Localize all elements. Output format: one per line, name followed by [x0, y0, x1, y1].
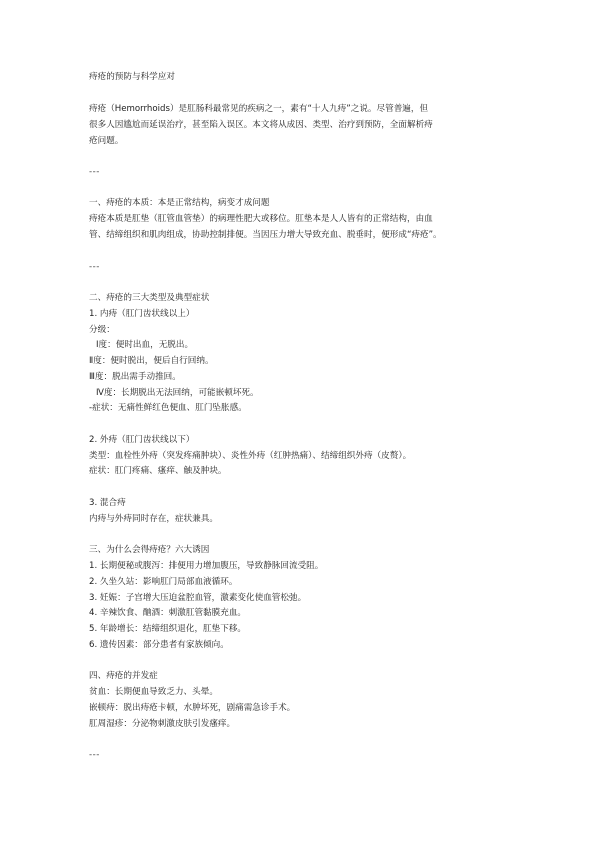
cause-item: 1. 长期便秘或腹泻：排便用力增加腹压，导致静脉回流受阻。 — [89, 561, 324, 571]
complication-item: 肛周湿疹：分泌物刺激皮肤引发瘙痒。 — [89, 719, 236, 729]
section-4-heading: 四、痔疮的并发症 — [89, 671, 158, 681]
cause-item: 3. 妊娠：子宫增大压迫盆腔血管，激素变化使血管松弛。 — [89, 593, 307, 603]
cause-item: 5. 年龄增长：结缔组织退化，肛垫下移。 — [89, 624, 247, 634]
outer-hemorrhoid-title: 2. 外痔（肛门齿状线以下） — [89, 435, 195, 445]
intro-line-3: 疮问题。 — [89, 136, 124, 146]
grade-4: Ⅳ度：长期脱出无法回纳，可能嵌顿坏死。 — [96, 388, 259, 398]
complication-item: 贫血：长期便血导致乏力、头晕。 — [89, 687, 218, 697]
mixed-hemorrhoid-title: 3. 混合痔 — [89, 498, 126, 508]
section-1-body-line-1: 痔疮本质是肛垫（肛管血管垫）的病理性肥大或移位。肛垫本是人人皆有的正常结构，由血 — [89, 214, 433, 224]
grade-1: Ⅰ度：便时出血，无脱出。 — [96, 340, 194, 350]
separator: --- — [89, 750, 100, 760]
cause-item: 6. 遗传因素：部分患者有家族倾向。 — [89, 640, 229, 650]
grading-label: 分级： — [89, 325, 115, 335]
inner-hemorrhoid-symptom: -症状：无痛性鲜红色便血、肛门坠胀感。 — [89, 403, 247, 413]
cause-item: 4. 辛辣饮食、酗酒：刺激肛管黏膜充血。 — [89, 608, 247, 618]
grade-3: Ⅲ度：脱出需手动推回。 — [89, 372, 181, 382]
complication-item: 嵌顿痔：脱出痔疮卡顿，水肿坏死，剧痛需急诊手术。 — [89, 703, 296, 713]
outer-hemorrhoid-symptom: 症状：肛门疼痛、瘙痒、触及肿块。 — [89, 466, 227, 476]
section-2-heading: 二、痔疮的三大类型及典型症状 — [89, 293, 210, 303]
mixed-hemorrhoid-body: 内痔与外痔同时存在，症状兼具。 — [89, 514, 218, 524]
grade-2: Ⅱ度：便时脱出，便后自行回纳。 — [89, 356, 214, 366]
section-1-body-line-2: 管、结缔组织和肌肉组成，协助控制排便。当因压力增大导致充血、脱垂时，便形成“痔疮”。 — [89, 230, 442, 240]
separator: --- — [89, 262, 100, 272]
document-title: 痔疮的预防与科学应对 — [89, 72, 175, 82]
separator: --- — [89, 167, 100, 177]
cause-item: 2. 久坐久站：影响肛门局部血液循环。 — [89, 577, 238, 587]
outer-hemorrhoid-types: 类型：血栓性外痔（突发疼痛肿块）、炎性外痔（红肿热痛）、结缔组织外痔（皮赘）。 — [89, 451, 412, 461]
intro-line-1: 痔疮（Hemorrhoids）是肛肠科最常见的疾病之一，素有“十人九痔”之说。尽管普遍，但 — [89, 104, 429, 114]
section-1-heading: 一、痔疮的本质：本是正常结构，病变才成问题 — [89, 198, 270, 208]
section-3-heading: 三、为什么会得痔疮？六大诱因 — [89, 545, 210, 555]
intro-line-2: 很多人因尴尬而延误治疗，甚至陷入误区。本文将从成因、类型、治疗到预防，全面解析痔 — [89, 120, 433, 130]
inner-hemorrhoid-title: 1. 内痔（肛门齿状线以上） — [89, 309, 195, 319]
